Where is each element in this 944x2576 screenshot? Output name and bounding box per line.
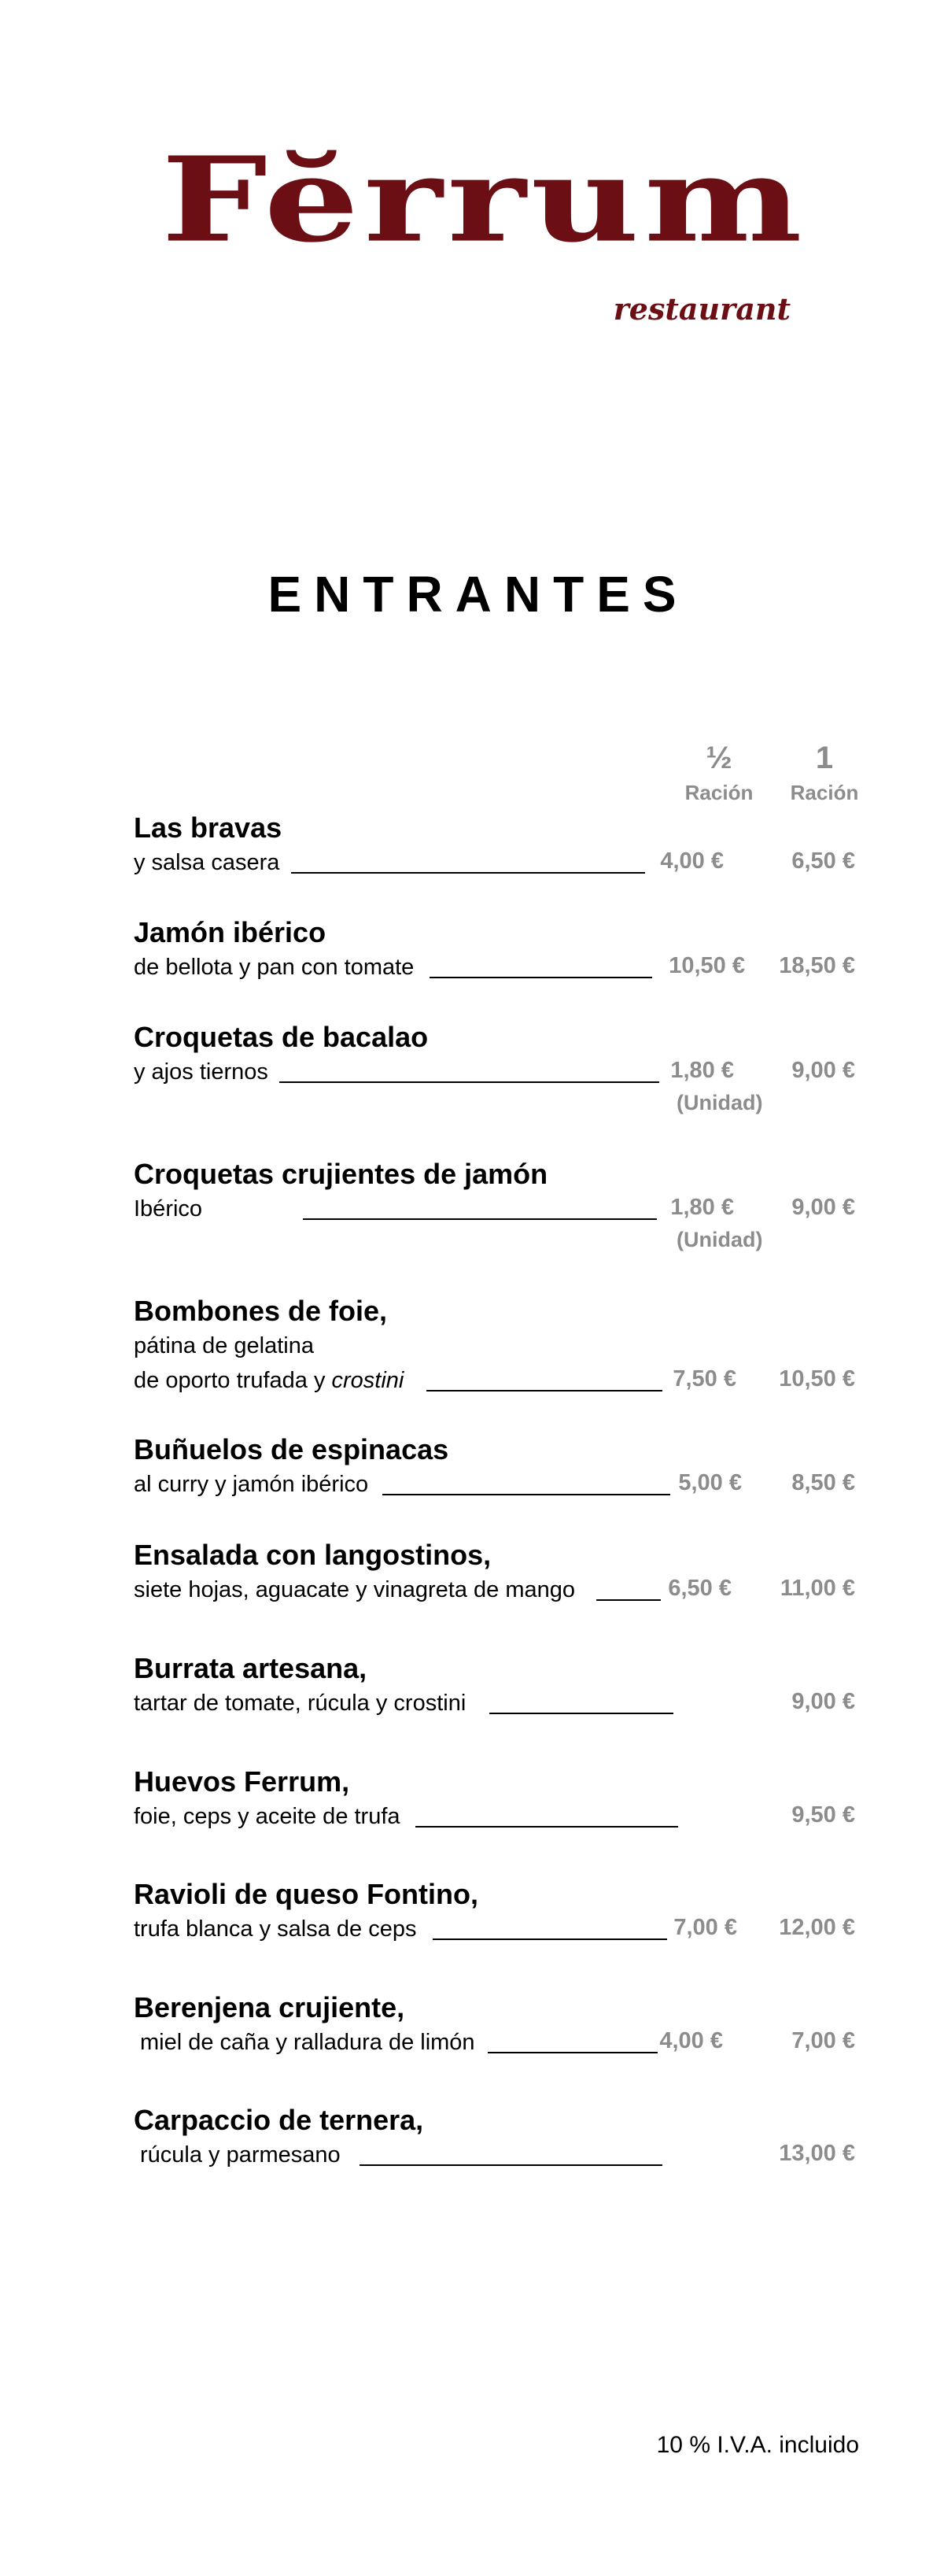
item-description-text: tartar de tomate, rúcula y crostini — [134, 1691, 466, 1716]
item-name: Ensalada con langostinos, — [134, 1539, 492, 1571]
item-description-text: Ibérico — [134, 1196, 203, 1221]
item-name: Carpaccio de ternera, — [134, 2104, 424, 2136]
column-header-full — [781, 740, 868, 805]
menu-item — [134, 811, 889, 880]
item-description — [134, 1573, 889, 1607]
leader-line — [303, 1218, 657, 1220]
menu-item — [134, 1294, 889, 1398]
unit-note: (Unidad) — [677, 1228, 763, 1251]
item-description — [134, 1192, 889, 1226]
item-description — [134, 1363, 889, 1398]
price-half: 4,00 € — [660, 848, 724, 874]
half-portion-label: Ración — [684, 781, 754, 804]
menu-item — [134, 1877, 889, 1946]
price-full: 13,00 € — [779, 2141, 855, 2166]
item-description-text: miel de caña y ralladura de limón — [140, 2030, 475, 2055]
full-portion-symbol: 1 — [815, 741, 834, 775]
price-half: 7,00 € — [673, 1915, 737, 1940]
item-description — [134, 1055, 889, 1089]
item-description-text: y salsa casera — [134, 850, 280, 875]
price-full: 10,50 € — [779, 1366, 855, 1391]
price-half: 4,00 € — [659, 2028, 723, 2053]
item-description-text: foie, ceps y aceite de trufa — [134, 1804, 400, 1829]
item-name: Bombones de foie, — [134, 1295, 388, 1327]
leader-line — [279, 1081, 659, 1083]
item-name: Croquetas de bacalao — [134, 1021, 429, 1053]
item-description — [134, 845, 889, 880]
section-title: ENTRANTES — [267, 566, 689, 623]
item-name: Las bravas — [134, 811, 282, 844]
item-description — [134, 1799, 889, 1834]
leader-line — [488, 2052, 658, 2053]
leader-line — [291, 872, 645, 874]
item-description-plain: de oporto trufada y — [134, 1368, 332, 1393]
price-full: 7,00 € — [791, 2028, 855, 2053]
logo-wordmark: Fĕrrum — [161, 131, 807, 268]
price-half: 1,80 € — [670, 1058, 734, 1083]
logo-subtitle: restaurant — [613, 291, 791, 327]
leader-line — [596, 1599, 661, 1601]
item-description-text: al curry y jamón ibérico — [134, 1472, 369, 1497]
price-half: 6,50 € — [668, 1576, 732, 1601]
item-description-text: y ajos tiernos — [134, 1059, 268, 1085]
column-header-half — [676, 740, 762, 805]
menu-item — [134, 1990, 889, 2060]
unit-note: (Unidad) — [677, 1091, 763, 1114]
menu-item — [134, 1020, 889, 1114]
leader-line — [415, 1826, 678, 1828]
price-full: 8,50 € — [791, 1470, 855, 1495]
item-description-line-1 — [134, 1329, 889, 1363]
price-full: 6,50 € — [791, 848, 855, 874]
price-half: 10,50 € — [669, 953, 745, 978]
item-description — [134, 2138, 889, 2172]
item-description-text: rúcula y parmesano — [140, 2142, 341, 2168]
leader-line — [430, 977, 652, 978]
leader-line — [489, 1713, 673, 1714]
leader-line — [382, 1494, 670, 1495]
price-full: 9,00 € — [791, 1058, 855, 1083]
item-name: Ravioli de queso Fontino, — [134, 1878, 479, 1910]
price-full: 9,50 € — [791, 1802, 855, 1828]
item-description-text: trufa blanca y salsa de ceps — [134, 1916, 417, 1942]
price-half: 7,50 € — [673, 1366, 736, 1391]
leader-line — [426, 1390, 662, 1391]
item-description — [134, 1912, 889, 1946]
price-full: 9,00 € — [791, 1689, 855, 1714]
price-full: 9,00 € — [791, 1195, 855, 1220]
item-description-text — [134, 1363, 404, 1398]
menu-item — [134, 915, 889, 985]
menu-item — [134, 2103, 889, 2172]
full-portion-label: Ración — [790, 781, 859, 804]
item-description — [134, 1467, 889, 1502]
menu-item — [134, 1765, 889, 1834]
half-portion-symbol: ½ — [706, 741, 732, 775]
item-description — [134, 2025, 889, 2060]
price-half: 5,00 € — [678, 1470, 742, 1495]
item-description-text: pátina de gelatina — [134, 1333, 314, 1358]
item-name: Croquetas crujientes de jamón — [134, 1158, 548, 1190]
item-name: Burrata artesana, — [134, 1652, 367, 1684]
price-full: 11,00 € — [780, 1576, 855, 1601]
leader-line — [360, 2164, 662, 2166]
item-description-text: siete hojas, aguacate y vinagreta de mango — [134, 1577, 576, 1602]
item-name: Berenjena crujiente, — [134, 1991, 405, 2023]
price-full: 12,00 € — [779, 1915, 855, 1940]
item-name: Buñuelos de espinacas — [134, 1433, 449, 1465]
item-description — [134, 950, 889, 985]
item-description — [134, 1686, 889, 1720]
menu-item — [134, 1432, 889, 1502]
menu-item — [134, 1157, 889, 1251]
item-description-text: de bellota y pan con tomate — [134, 955, 415, 980]
item-description-italic: crostini — [331, 1368, 404, 1393]
price-full: 18,50 € — [779, 953, 855, 978]
leader-line — [433, 1938, 667, 1940]
menu-item — [134, 1538, 889, 1607]
tax-note: 10 % I.V.A. incluido — [656, 2432, 859, 2458]
price-half: 1,80 € — [670, 1195, 734, 1220]
restaurant-logo — [161, 131, 807, 331]
item-name: Jamón ibérico — [134, 916, 326, 948]
item-name: Huevos Ferrum, — [134, 1765, 350, 1798]
menu-item — [134, 1651, 889, 1720]
